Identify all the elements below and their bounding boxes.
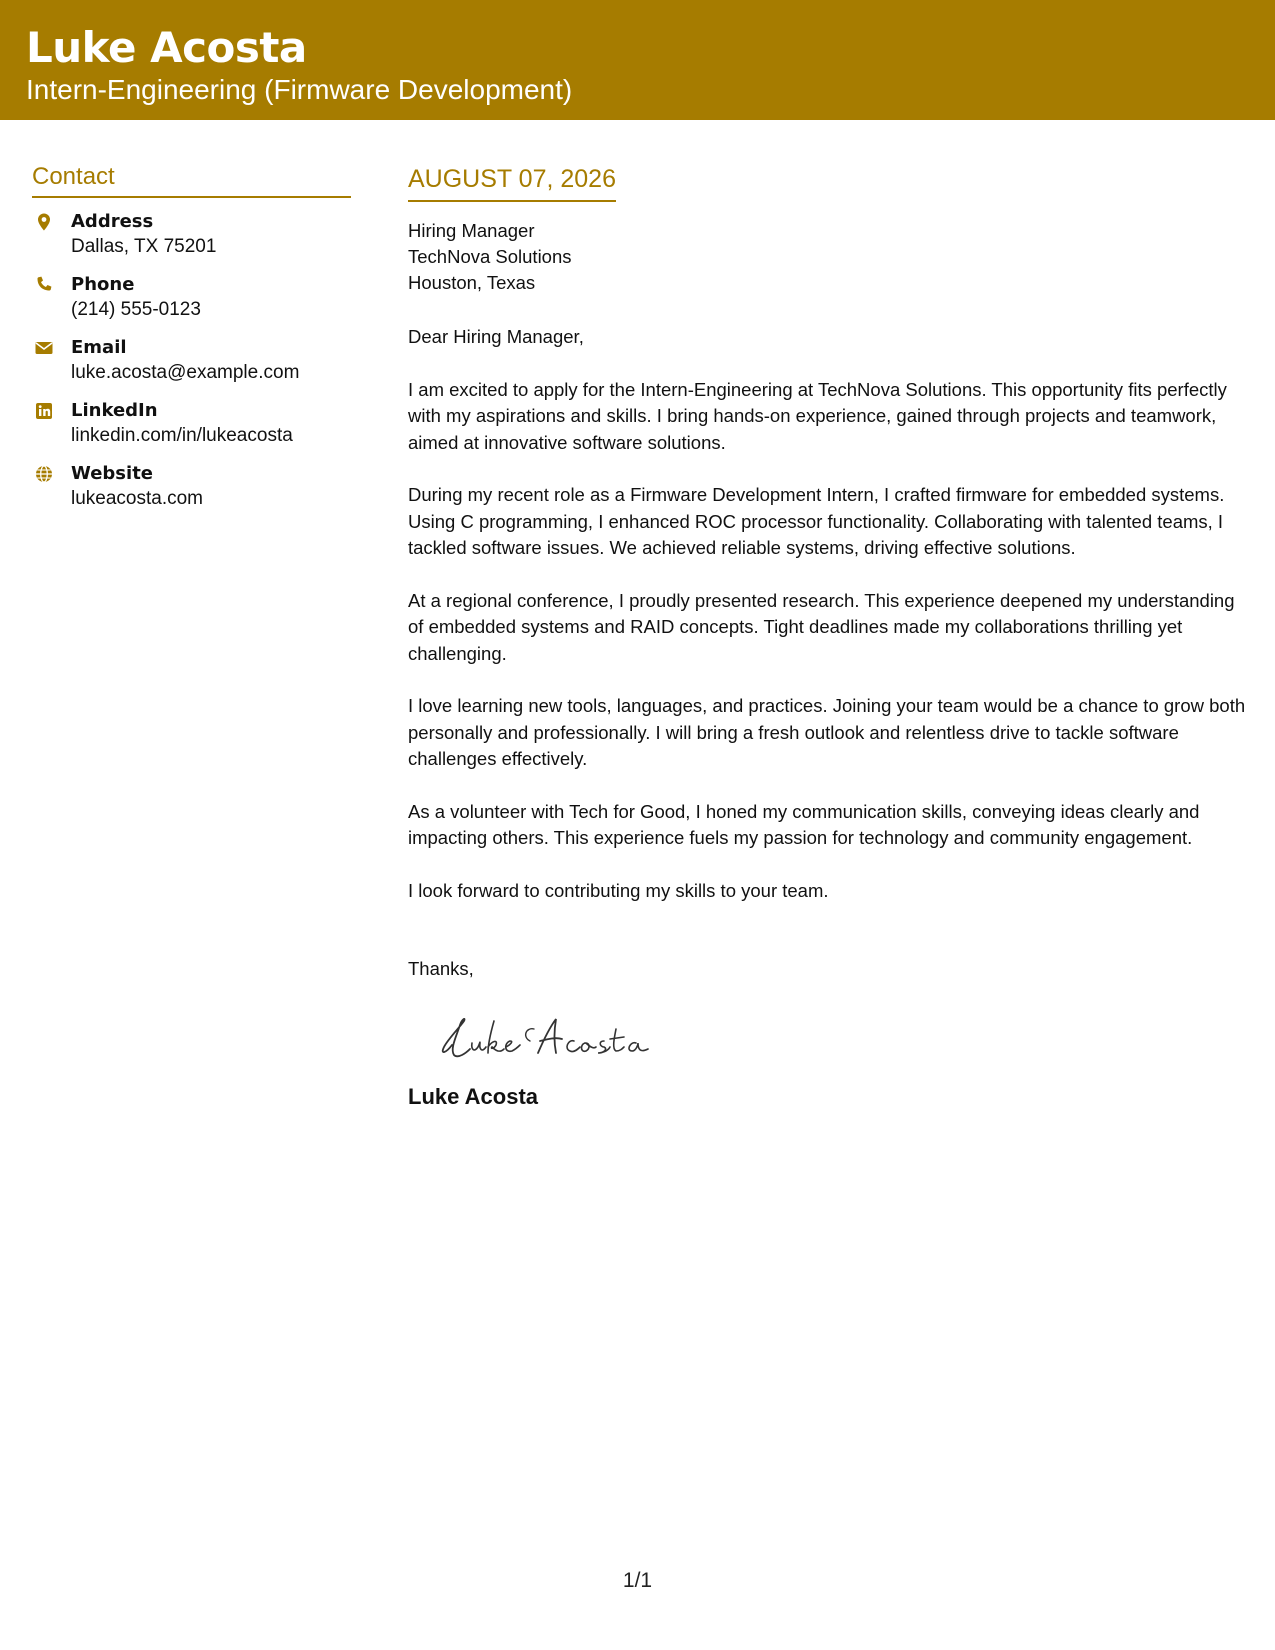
contact-item-email xyxy=(32,336,351,399)
job-title: Intern-Engineering (Firmware Development) xyxy=(26,74,573,105)
recipient-line: Houston, Texas xyxy=(408,272,536,293)
letter-body xyxy=(408,162,1248,1111)
letter-paragraph: I love learning new tools, languages, and practices. Joining your team would be a chance to grow both personally and professionally. I will bring a fresh outlook and relentless drive to tackle software challenges effectively. xyxy=(408,695,1246,769)
signer-name: Luke Acosta xyxy=(408,1083,539,1109)
recipient-line: TechNova Solutions xyxy=(408,246,572,267)
contact-heading: Contact xyxy=(32,162,351,198)
contact-item-website xyxy=(32,462,351,525)
contact-label: LinkedIn xyxy=(71,400,158,421)
envelope-icon xyxy=(34,338,54,358)
recipient-line: Hiring Manager xyxy=(408,220,535,241)
contact-list xyxy=(32,210,351,525)
contact-value: lukeacosta.com xyxy=(71,488,204,509)
phone-icon xyxy=(34,275,54,295)
letter-paragraph: During my recent role as a Firmware Development Intern, I crafted firmware for embedded systems. Using C programming, I enhanced ROC processor functionality. Collaborating with talented teams, I tackled software issues. We achieved reliable systems, driving effective solutions. xyxy=(408,484,1225,558)
closing: Thanks, xyxy=(408,958,474,979)
letter-date: AUGUST 07, 2026 xyxy=(408,162,616,202)
contact-item-address xyxy=(32,210,351,273)
contact-label: Website xyxy=(71,463,154,484)
letter-paragraph: I am excited to apply for the Intern-Engineering at TechNova Solutions. This opportunity fits perfectly with my aspirations and skills. I bring hands-on experience, gained through projects and teamwork, aimed at innovative software solutions. xyxy=(408,378,1227,453)
letter-paragraph: As a volunteer with Tech for Good, I honed my communication skills, conveying ideas clearly and impacting others. This experience fuels my passion for technology and community engagement. xyxy=(408,800,1200,848)
sidebar xyxy=(32,162,351,525)
globe-icon xyxy=(34,464,54,484)
linkedin-icon xyxy=(34,401,54,421)
contact-value: (214) 555-0123 xyxy=(71,299,201,320)
recipient-block xyxy=(408,218,1248,296)
contact-label: Email xyxy=(71,337,127,358)
salutation: Dear Hiring Manager, xyxy=(408,326,584,347)
contact-value: linkedin.com/in/lukeacosta xyxy=(71,425,293,446)
contact-label: Phone xyxy=(71,274,135,295)
contact-item-phone xyxy=(32,273,351,336)
map-pin-icon xyxy=(34,212,54,232)
contact-label: Address xyxy=(71,211,154,232)
applicant-name: Luke Acosta xyxy=(26,23,307,72)
letter-paragraph: At a regional conference, I proudly presented research. This experience deepened my understanding of embedded systems and RAID concepts. Tight deadlines made my collaborations thrilling yet challenging. xyxy=(408,589,1235,664)
page-number: 1/1 xyxy=(622,1569,653,1592)
contact-value: Dallas, TX 75201 xyxy=(71,236,217,257)
header-banner xyxy=(0,0,1275,120)
letter-paragraph: I look forward to contributing my skills to your team. xyxy=(408,879,829,901)
handwritten-signature xyxy=(438,1009,1248,1069)
contact-item-linkedin xyxy=(32,399,351,462)
contact-value: luke.acosta@example.com xyxy=(71,362,300,383)
